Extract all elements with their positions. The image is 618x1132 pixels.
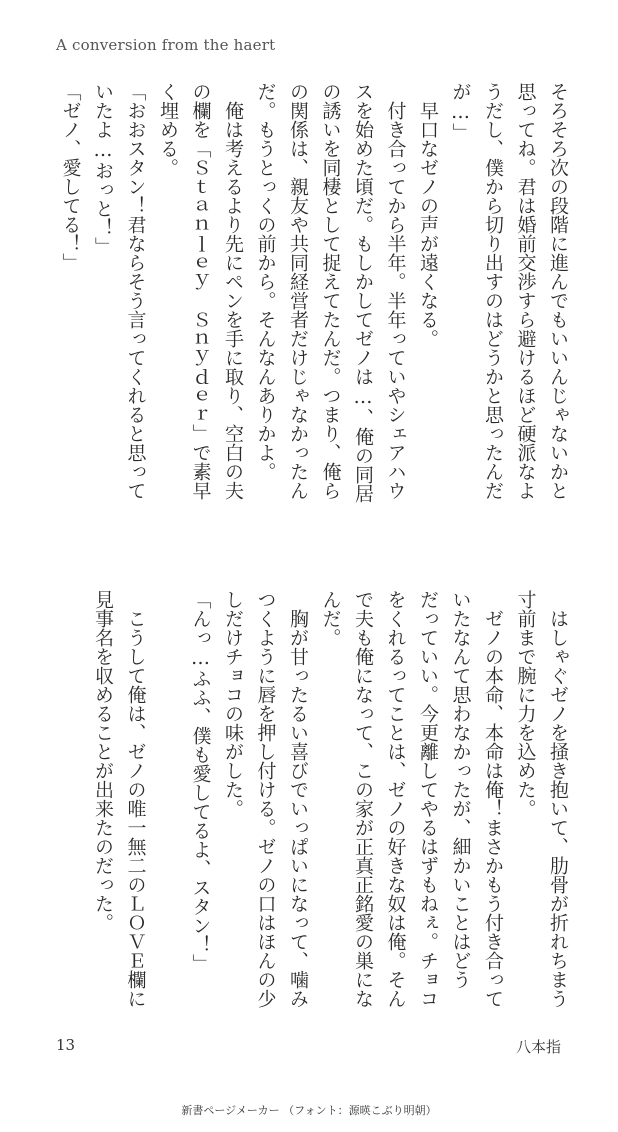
text-line: をくれるってことは、ゼノの好きな奴は俺。そん (384, 590, 407, 1008)
text-line: いたなんて思わなかったが、細かいことはどう (449, 590, 472, 989)
text-line: しだけチョコの味がした。 (222, 590, 244, 818)
document-title: A conversion from the haert (56, 36, 276, 54)
text-line: が…」 (449, 82, 472, 142)
text-line: 思ってね。君は婚前交渉すら避けるほど硬派なよ (514, 82, 537, 500)
text-line: ゼノの本命、本命は俺！まさかもう付き合って (482, 590, 504, 1008)
text-block-bottom (74, 590, 574, 1010)
text-line: 胸が甘ったるい喜びでいっぱいになって、噛み (287, 590, 309, 1008)
text-line: の関係は、親友や共同経営者だけじゃなかったん (287, 82, 309, 500)
text-line: そろそろ次の段階に進んでもいいんじゃないかと (547, 82, 569, 500)
text-block-top (34, 82, 574, 532)
author-name: 八本指 (515, 1038, 561, 1056)
page-number: 13 (56, 1036, 76, 1054)
text-line: いたよ…おっと！」 (92, 82, 114, 256)
text-line: の欄を「Ｓｔａｎｌｅｙ Ｓｎｙｄｅｒ」で素早 (189, 82, 212, 500)
text-line: く埋める。 (157, 82, 179, 177)
text-line: こうして俺は、ゼノの唯一無二のＬＯＶＥ欄に (124, 590, 147, 1008)
text-line: だっていい。今更離してやるはずもねぇ。チョコ (417, 590, 439, 1008)
text-line: はしゃぐゼノを掻き抱いて、肋骨が折れちまう (547, 590, 569, 1008)
text-line: つくように唇を押し付ける。ゼノの口はほんの少 (254, 590, 277, 1008)
text-line: 俺は考えるより先にペンを手に取り、空白の夫 (222, 82, 244, 500)
footer-credit: 新書ページメーカー （フォント：源暎こぶり明朝） (181, 1104, 437, 1117)
text-line: 早口なゼノの声が遠くなる。 (417, 82, 439, 348)
text-line: 「んっ…ふふ、僕も愛してるよ、スタン！」 (189, 590, 212, 973)
text-line: スを始めた頃だ。もしかしてゼノは…、俺の同居 (352, 82, 374, 503)
text-line: で夫も俺になって、この家が正真正銘愛の巣にな (352, 590, 374, 1008)
text-line: うだし、僕から切り出すのはどうかと思ったんだ (482, 82, 504, 500)
text-line: 「ゼノ、愛してる！」 (59, 82, 82, 272)
text-line: 寸前まで腕に力を込めた。 (514, 590, 537, 818)
text-line: んだ。 (319, 590, 342, 647)
text-line: 「おおスタン！君ならそう言ってくれると思って (124, 82, 147, 500)
text-line: だ。もうとっくの前から。そんなんありかよ。 (254, 82, 277, 481)
text-line: 見事名を収めることが出来たのだった。 (92, 590, 114, 932)
text-line: 付き合ってから半年。半年っていやシェアハウ (384, 82, 407, 500)
text-line: の誘いを同棲として捉えてたんだ。つまり、俺ら (319, 82, 342, 500)
blank-line (152, 590, 185, 1010)
